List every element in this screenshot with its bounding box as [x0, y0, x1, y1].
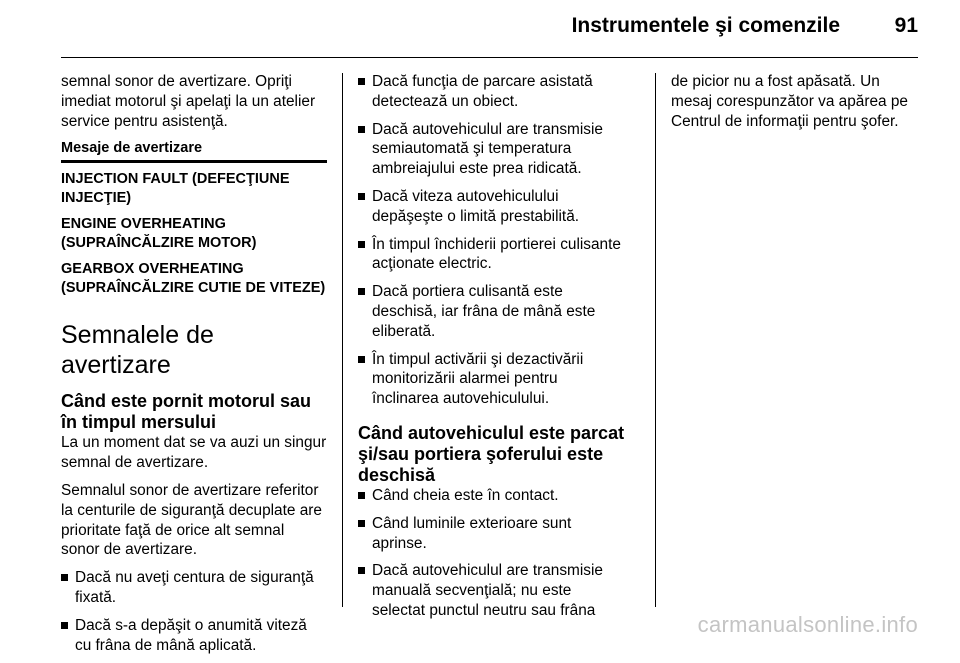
bullet-square-icon	[61, 574, 68, 581]
list-item	[358, 72, 626, 112]
bullet-square-icon	[358, 356, 365, 363]
list-item	[358, 120, 626, 179]
list-item	[358, 282, 626, 341]
bullet-square-icon	[358, 492, 365, 499]
paragraph: Semnalul sonor de avertizare referitor la centurile de siguranţă decuplate are prioritate faţă de orice alt semnal sonor de avertizare.	[61, 481, 322, 559]
bullet-square-icon	[358, 193, 365, 200]
bullet-square-icon	[358, 567, 365, 574]
page-number: 91	[894, 14, 918, 37]
warning-messages-heading: Mesaje de avertizare	[61, 139, 327, 163]
column-divider-1	[342, 73, 343, 607]
list-item-text: Dacă autovehiculul are transmisie manuală secvenţială; nu este selectat punctul neutru sau frâna	[372, 562, 603, 619]
header-rule	[61, 57, 918, 58]
header-title: Instrumentele şi comenzile	[571, 14, 840, 37]
list-item	[358, 486, 626, 506]
list-item	[358, 187, 626, 227]
bullet-square-icon	[358, 288, 365, 295]
column-3	[671, 72, 923, 139]
column-divider-2	[655, 73, 656, 607]
warning-message: INJECTION FAULT (DEFECŢIUNE INJECŢIE)	[61, 171, 290, 207]
bullet-list	[61, 568, 327, 655]
bullet-square-icon	[61, 622, 68, 629]
list-item	[358, 561, 626, 620]
section-title: Semnalele de avertizare	[61, 321, 214, 380]
subsection-title: Când este pornit motorul sau în timpul mersului	[61, 391, 312, 433]
watermark: carmanualsonline.info	[697, 612, 918, 637]
bullet-square-icon	[358, 126, 365, 133]
bullet-square-icon	[358, 241, 365, 248]
paragraph: La un moment dat se va auzi un singur semnal de avertizare.	[61, 434, 327, 472]
list-item	[61, 568, 327, 608]
bullet-list	[358, 72, 626, 409]
list-item-text: Dacă portiera culisantă este deschisă, iar frâna de mână este eliberată.	[372, 283, 596, 340]
warning-message: GEARBOX OVERHEATING (SUPRAÎNCĂLZIRE CUTIE DE VITEZE)	[61, 261, 326, 297]
bullet-square-icon	[358, 78, 365, 85]
list-item	[358, 235, 626, 275]
list-item-text: În timpul închiderii portierei culisante acţionate electric.	[372, 235, 621, 273]
subsection-title: Când autovehiculul este parcat şi/sau portiera şoferului este deschisă	[358, 422, 625, 485]
list-item-text: Dacă funcţia de parcare asistată detectează un obiect.	[372, 73, 593, 110]
bullet-list	[358, 486, 626, 621]
list-item	[61, 616, 327, 656]
bullet-square-icon	[358, 520, 365, 527]
warning-message: ENGINE OVERHEATING (SUPRAÎNCĂLZIRE MOTOR)	[61, 216, 257, 252]
list-item-text: Când luminile exterioare sunt aprinse.	[372, 514, 572, 552]
intro-paragraph: semnal sonor de avertizare. Opriţi imediat motorul şi apelaţi la un atelier service pentru asistenţă.	[61, 73, 316, 130]
paragraph: de picior nu a fost apăsată. Un mesaj corespunzător va apărea pe Centrul de informaţii pentru şofer.	[671, 73, 908, 130]
list-item-text: Dacă s-a depăşit o anumită viteză cu frâna de mână aplicată.	[75, 616, 307, 654]
list-item	[358, 514, 626, 554]
column-1	[61, 72, 327, 663]
list-item-text: În timpul activării şi dezactivării monitorizării alarmei pentru înclinarea autovehiculului.	[372, 350, 584, 408]
list-item-text: Când cheia este în contact.	[372, 486, 559, 504]
column-2	[358, 72, 626, 629]
list-item	[358, 350, 626, 409]
list-item-text: Dacă nu aveţi centura de siguranţă fixată.	[75, 569, 314, 606]
list-item-text: Dacă viteza autovehiculului depăşeşte o limită prestabilită.	[372, 187, 580, 225]
list-item-text: Dacă autovehiculul are transmisie semiautomată şi temperatura ambreiajului este prea ridicată.	[372, 120, 603, 178]
